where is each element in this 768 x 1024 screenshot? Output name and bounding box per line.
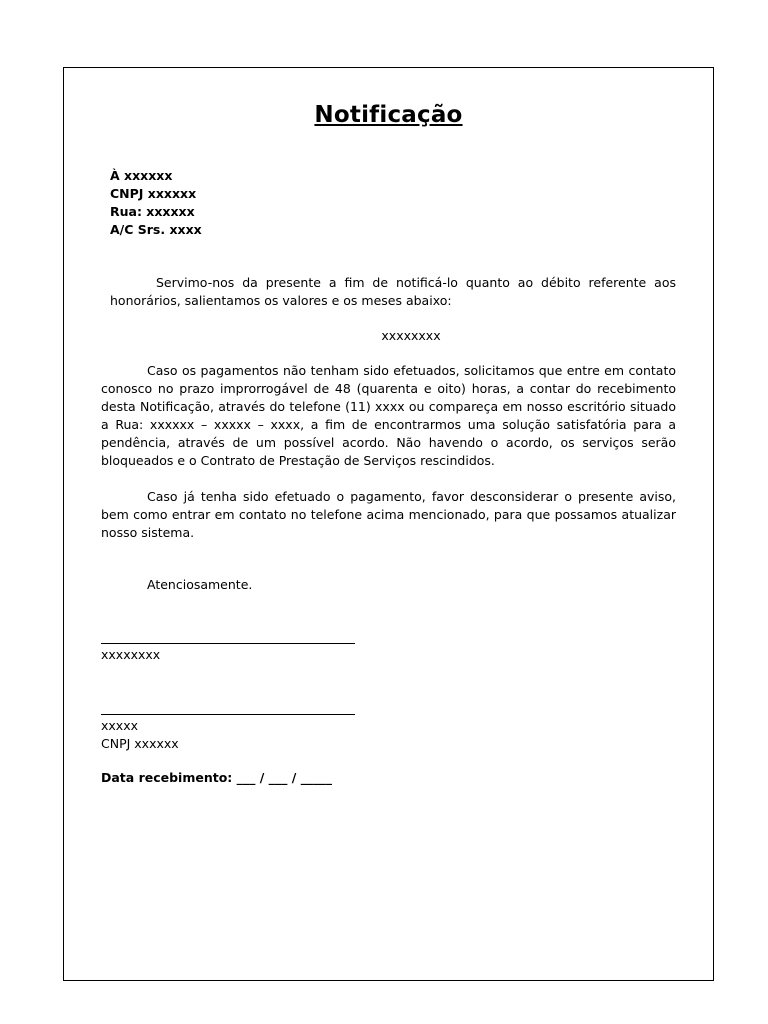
recipient-street: Rua: xxxxxx: [110, 204, 195, 219]
document-page: [63, 67, 714, 981]
closing-text: Atenciosamente.: [147, 577, 253, 592]
recipient-block: [110, 167, 202, 239]
signature-1-name: xxxxxxxx: [101, 647, 161, 662]
recipient-attention: A/C Srs. xxxx: [110, 222, 202, 237]
paragraph-disregard: Caso já tenha sido efetuado o pagamento, favor desconsiderar o presente aviso, bem como entrar em contato no telefone acima mencionado, para que possamos atualizar nosso sistema.: [101, 489, 676, 540]
signature-line-2: [101, 714, 355, 715]
recipient-to: À xxxxxx: [110, 168, 173, 183]
receipt-date-line: Data recebimento: ___ / ___ / _____: [101, 770, 332, 785]
signature-2-cnpj: CNPJ xxxxxx: [101, 736, 179, 751]
recipient-cnpj: CNPJ xxxxxx: [110, 186, 197, 201]
signature-2-name: xxxxx: [101, 718, 138, 733]
signature-line-1: [101, 643, 355, 644]
paragraph-notice: Servimo-nos da presente a fim de notificá-lo quanto ao débito referente aos honorários, salientamos os valores e os meses abaixo:: [110, 275, 676, 308]
document-title: Notificação: [314, 102, 463, 128]
amount-placeholder: xxxxxxxx: [381, 328, 441, 343]
paragraph-payment-request: Caso os pagamentos não tenham sido efetuados, solicitamos que entre em contato conosco no prazo improrrogável de 48 (quarenta e oito) horas, a contar do recebimento desta Notificação, através do telefone (11) xxxx ou compareça em nosso escritório situado a Rua: xxxxxx – xxxxx – xxxx, a fim de encontrarmos uma solução satisfatória para a pendência, através de um possível acordo. Não havendo o acordo, os serviços serão bloqueados e o Contrato de Prestação de Serviços rescindidos.: [101, 363, 676, 468]
